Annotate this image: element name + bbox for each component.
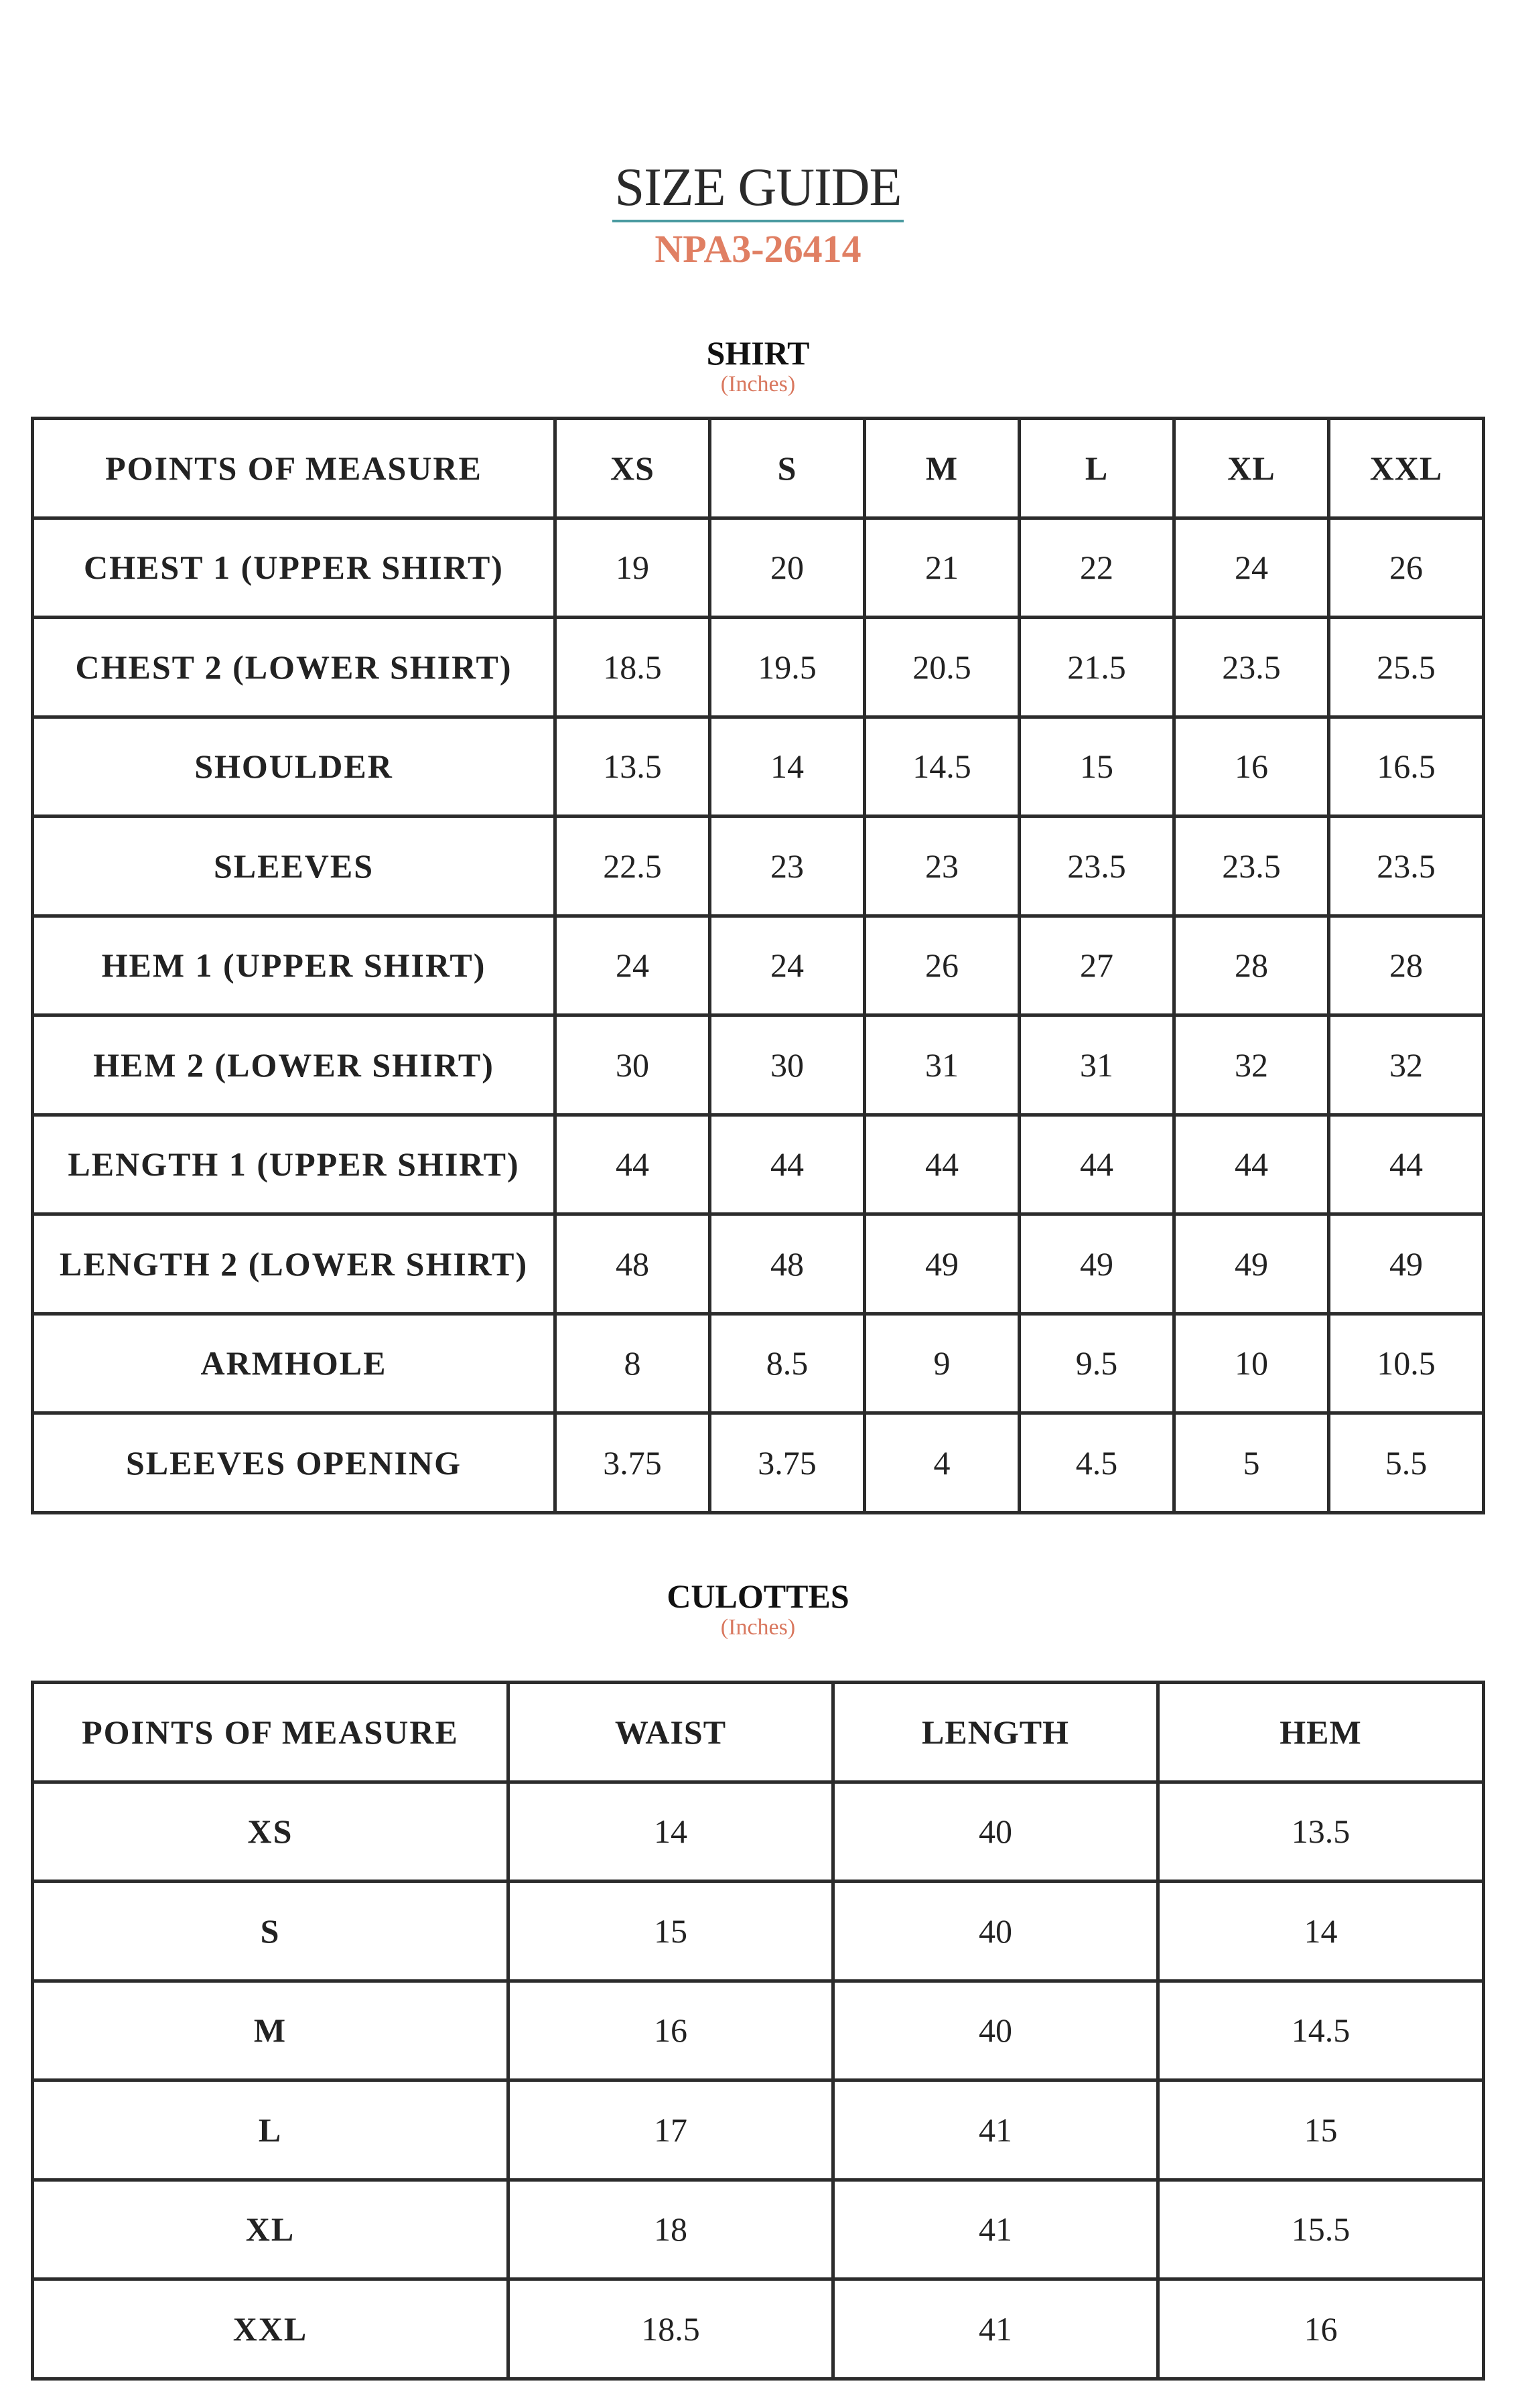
measurement-cell: 14 [710,717,865,817]
culottes-header-row [33,1683,1484,1782]
shirt-row [33,916,1484,1015]
culottes-row [33,2180,1484,2279]
measurement-cell: 24 [710,916,865,1015]
measurement-cell: 23.5 [1174,817,1329,916]
shirt-title: SHIRT [706,334,810,372]
shirt-row [33,817,1484,916]
column-header: M [865,419,1020,518]
product-code: NPA3-26414 [654,227,862,271]
measurement-cell: 49 [1329,1214,1484,1314]
measurement-cell: 19 [555,518,710,618]
measurement-cell: 40 [833,1882,1158,1981]
culottes-title: CULOTTES [667,1577,849,1615]
row-label: M [33,1981,508,2080]
measurement-cell: 21.5 [1020,618,1174,717]
measurement-cell: 15 [508,1882,833,1981]
measurement-cell: 41 [833,2180,1158,2279]
measurement-cell: 25.5 [1329,618,1484,717]
measurement-cell: 44 [1174,1115,1329,1214]
row-label: HEM 1 (UPPER SHIRT) [33,916,555,1015]
measurement-cell: 16 [508,1981,833,2080]
measurement-cell: 23.5 [1020,817,1174,916]
culottes-row [33,1882,1484,1981]
row-label: LENGTH 2 (LOWER SHIRT) [33,1214,555,1314]
measurement-cell: 27 [1020,916,1174,1015]
measurement-cell: 3.75 [710,1413,865,1513]
measurement-cell: 26 [1329,518,1484,618]
measurement-cell: 22.5 [555,817,710,916]
measurement-cell: 32 [1174,1015,1329,1115]
measurement-cell: 15.5 [1158,2180,1484,2279]
shirt-header-row [33,419,1484,518]
measurement-cell: 48 [710,1214,865,1314]
row-label: L [33,2080,508,2180]
measurement-cell: 40 [833,1981,1158,2080]
page-title: SIZE GUIDE [612,161,904,222]
row-label: CHEST 1 (UPPER SHIRT) [33,518,555,618]
measurement-cell: 9.5 [1020,1314,1174,1413]
row-label: XL [33,2180,508,2279]
row-label: SLEEVES OPENING [33,1413,555,1513]
measurement-cell: 24 [1174,518,1329,618]
measurement-cell: 23 [710,817,865,916]
shirt-row [33,1413,1484,1513]
measurement-cell: 24 [555,916,710,1015]
column-header: L [1020,419,1174,518]
culottes-section-header [0,1578,1516,1640]
culottes-row [33,1782,1484,1882]
title-block [0,158,1516,271]
culottes-row [33,2279,1484,2379]
shirt-section-header [0,335,1516,397]
measurement-cell: 4 [865,1413,1020,1513]
measurement-cell: 40 [833,1782,1158,1882]
row-label: SHOULDER [33,717,555,817]
column-header: XL [1174,419,1329,518]
measurement-cell: 49 [865,1214,1020,1314]
culottes-row [33,2080,1484,2180]
measurement-cell: 44 [555,1115,710,1214]
measurement-cell: 28 [1174,916,1329,1015]
measurement-cell: 31 [865,1015,1020,1115]
measurement-cell: 23.5 [1329,817,1484,916]
measurement-cell: 13.5 [1158,1782,1484,1882]
measurement-cell: 8.5 [710,1314,865,1413]
measurement-cell: 13.5 [555,717,710,817]
shirt-row [33,1214,1484,1314]
measurement-cell: 31 [1020,1015,1174,1115]
measurement-cell: 10 [1174,1314,1329,1413]
shirt-row [33,1015,1484,1115]
row-label: CHEST 2 (LOWER SHIRT) [33,618,555,717]
culottes-size-table [31,1681,1485,2381]
measurement-cell: 9 [865,1314,1020,1413]
measurement-cell: 44 [710,1115,865,1214]
column-header: S [710,419,865,518]
row-label: HEM 2 (LOWER SHIRT) [33,1015,555,1115]
measurement-cell: 23.5 [1174,618,1329,717]
column-header: XS [555,419,710,518]
shirt-unit: (Inches) [720,372,796,397]
measurement-cell: 49 [1020,1214,1174,1314]
row-label: LENGTH 1 (UPPER SHIRT) [33,1115,555,1214]
shirt-size-table [31,417,1485,1514]
measurement-cell: 48 [555,1214,710,1314]
measurement-cell: 14 [508,1782,833,1882]
measurement-cell: 5 [1174,1413,1329,1513]
measurement-cell: 20 [710,518,865,618]
measurement-cell: 16 [1174,717,1329,817]
shirt-row [33,717,1484,817]
column-header-points-of-measure: POINTS OF MEASURE [33,419,555,518]
column-header: WAIST [508,1683,833,1782]
measurement-cell: 5.5 [1329,1413,1484,1513]
shirt-row [33,518,1484,618]
shirt-row [33,1115,1484,1214]
measurement-cell: 3.75 [555,1413,710,1513]
measurement-cell: 16.5 [1329,717,1484,817]
measurement-cell: 18.5 [508,2279,833,2379]
measurement-cell: 4.5 [1020,1413,1174,1513]
measurement-cell: 30 [710,1015,865,1115]
measurement-cell: 8 [555,1314,710,1413]
column-header-points-of-measure: POINTS OF MEASURE [33,1683,508,1782]
row-label: ARMHOLE [33,1314,555,1413]
measurement-cell: 41 [833,2279,1158,2379]
measurement-cell: 15 [1158,2080,1484,2180]
measurement-cell: 18 [508,2180,833,2279]
measurement-cell: 14.5 [1158,1981,1484,2080]
measurement-cell: 20.5 [865,618,1020,717]
culottes-row [33,1981,1484,2080]
measurement-cell: 23 [865,817,1020,916]
measurement-cell: 30 [555,1015,710,1115]
measurement-cell: 44 [1329,1115,1484,1214]
shirt-row [33,1314,1484,1413]
measurement-cell: 14 [1158,1882,1484,1981]
measurement-cell: 18.5 [555,618,710,717]
measurement-cell: 49 [1174,1214,1329,1314]
measurement-cell: 32 [1329,1015,1484,1115]
measurement-cell: 44 [865,1115,1020,1214]
column-header: LENGTH [833,1683,1158,1782]
measurement-cell: 19.5 [710,618,865,717]
column-header: XXL [1329,419,1484,518]
culottes-unit: (Inches) [720,1615,796,1640]
row-label: XS [33,1782,508,1882]
shirt-row [33,618,1484,717]
row-label: SLEEVES [33,817,555,916]
row-label: XXL [33,2279,508,2379]
measurement-cell: 21 [865,518,1020,618]
measurement-cell: 10.5 [1329,1314,1484,1413]
measurement-cell: 15 [1020,717,1174,817]
measurement-cell: 14.5 [865,717,1020,817]
column-header: HEM [1158,1683,1484,1782]
measurement-cell: 26 [865,916,1020,1015]
measurement-cell: 22 [1020,518,1174,618]
measurement-cell: 16 [1158,2279,1484,2379]
measurement-cell: 28 [1329,916,1484,1015]
measurement-cell: 41 [833,2080,1158,2180]
measurement-cell: 17 [508,2080,833,2180]
measurement-cell: 44 [1020,1115,1174,1214]
row-label: S [33,1882,508,1981]
